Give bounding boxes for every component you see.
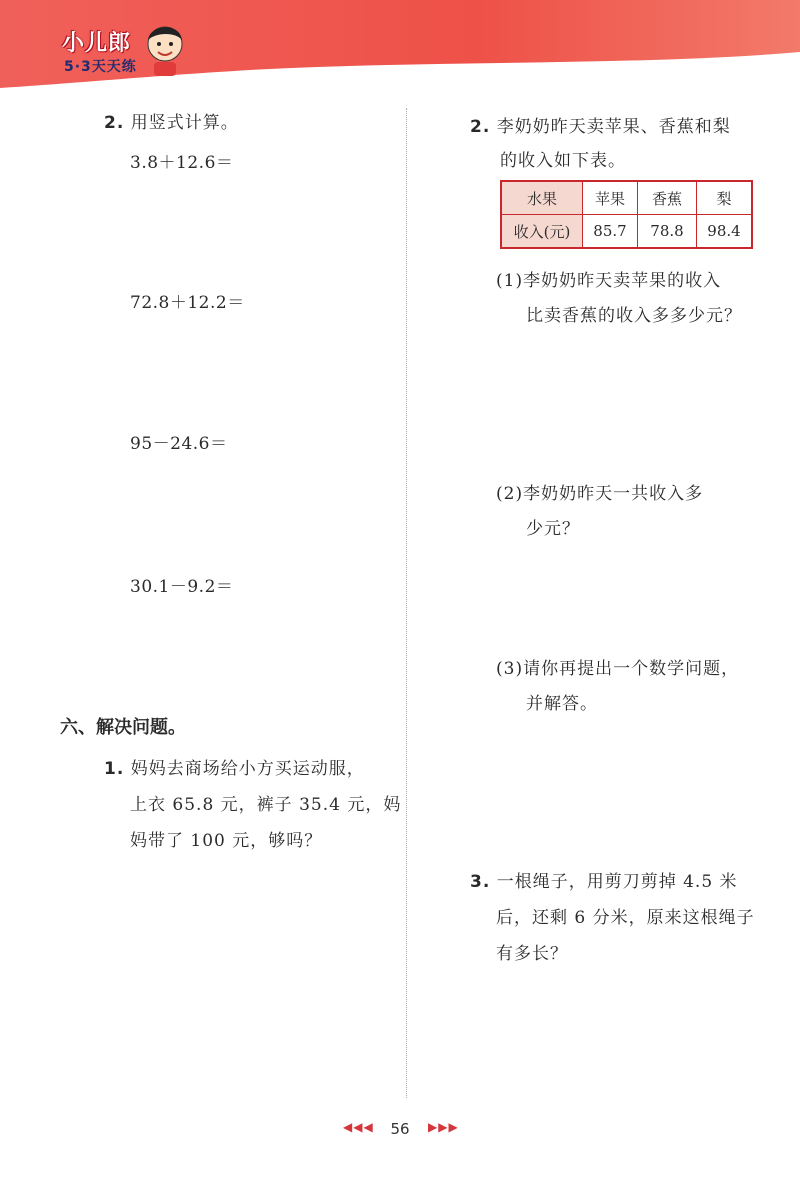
income-table: [500, 180, 753, 249]
page-number: 56: [390, 1120, 410, 1138]
right-question-3-line-1: [470, 867, 738, 892]
left-question-1-line-1: [104, 754, 365, 779]
expression-4: 30.1－9.2＝: [130, 577, 234, 597]
section-heading: 六、解决问题。: [60, 717, 186, 738]
question-title: 用竖式计算。: [130, 113, 239, 133]
question-number: 2.: [470, 117, 491, 137]
sub-question-2-line-2: 少元？: [526, 519, 580, 539]
table-cell: 85.7: [583, 215, 638, 249]
left-question-2: [104, 108, 239, 133]
question-text: 一根绳子，用剪刀剪掉 4.5 米: [496, 872, 738, 892]
left-question-1-line-2: 上衣 65.8 元，裤子 35.4 元，妈: [130, 795, 402, 815]
table-header-cell: 水果: [501, 181, 583, 215]
column-divider: [406, 108, 407, 1098]
right-question-3-line-2: 后，还剩 6 分米，原来这根绳子: [496, 908, 755, 928]
right-question-2-line-2: 的收入如下表。: [500, 151, 626, 171]
sub-question-1-line-2: 比卖香蕉的收入多多少元？: [526, 306, 742, 326]
table-header-cell: 香蕉: [638, 181, 697, 215]
series-label: 5·3天天练: [64, 59, 137, 75]
left-question-1-line-3: 妈带了 100 元，够吗？: [130, 831, 323, 851]
table-row: [501, 181, 752, 215]
table-row-label: 收入(元): [501, 215, 583, 249]
table-cell: 98.4: [697, 215, 753, 249]
mascot-icon: [142, 22, 188, 78]
table-cell: 78.8: [638, 215, 697, 249]
right-question-3-line-3: 有多长？: [496, 944, 568, 964]
sub-question-3-line-2: 并解答。: [526, 694, 598, 714]
question-text: 妈妈去商场给小方买运动服，: [130, 759, 365, 779]
right-question-2-line-1: [470, 112, 731, 137]
expression-3: 95－24.6＝: [130, 434, 228, 454]
sub-question-2-line-1: (2)李奶奶昨天一共收入多: [496, 484, 704, 504]
expression-1: 3.8＋12.6＝: [130, 153, 234, 173]
expression-2: 72.8＋12.2＝: [130, 293, 245, 313]
sub-question-3-line-1: (3)请你再提出一个数学问题，: [496, 659, 740, 679]
question-number: 3.: [470, 872, 491, 892]
table-header-cell: 梨: [697, 181, 753, 215]
sub-question-1-line-1: (1)李奶奶昨天卖苹果的收入: [496, 271, 722, 291]
question-number: 2.: [104, 113, 125, 133]
right-arrows-icon: ▶▶▶: [428, 1120, 459, 1134]
left-arrows-icon: ◀◀◀: [343, 1120, 374, 1134]
table-header-cell: 苹果: [583, 181, 638, 215]
question-number: 1.: [104, 759, 125, 779]
question-text: 李奶奶昨天卖苹果、香蕉和梨: [496, 117, 731, 137]
brand-logo: 小儿郎: [62, 31, 132, 56]
table-row: [501, 215, 752, 249]
